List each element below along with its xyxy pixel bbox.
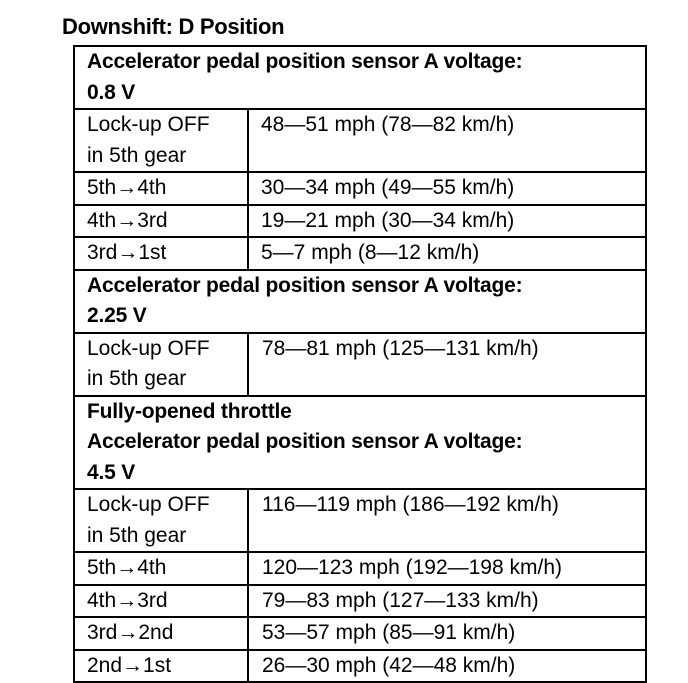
group-header [74, 46, 646, 109]
speed-value: 30—34 mph (49—55 km/h) [248, 172, 646, 205]
table-row [74, 650, 646, 683]
table-row [74, 172, 646, 205]
group-header-line: Accelerator pedal position sensor A voltage: [87, 430, 523, 453]
shift-label-line: Lock-up OFF [87, 113, 210, 136]
shift-label: 4th→3rd [74, 585, 248, 618]
shift-label: 5th→4th [74, 552, 248, 585]
group-header-line: 4.5 V [87, 460, 136, 484]
shift-label-cell [74, 109, 248, 172]
shift-label-line: in 5th gear [87, 143, 187, 167]
group-header-row [74, 396, 646, 490]
speed-value: 120—123 mph (192—198 km/h) [248, 552, 646, 585]
speed-value: 53—57 mph (85—91 km/h) [248, 617, 646, 650]
group-header [74, 270, 646, 333]
table-row [74, 585, 646, 618]
speed-value: 5—7 mph (8—12 km/h) [248, 237, 646, 270]
shift-label: 4th→3rd [74, 205, 248, 238]
shift-label: 5th→4th [74, 172, 248, 205]
table-row [74, 333, 646, 396]
speed-value: 26—30 mph (42—48 km/h) [248, 650, 646, 683]
speed-value: 19—21 mph (30—34 km/h) [248, 205, 646, 238]
page-title: Downshift: D Position [62, 14, 285, 39]
speed-value: 78—81 mph (125—131 km/h) [248, 333, 646, 396]
shift-label-cell [74, 333, 248, 396]
table-row [74, 109, 646, 172]
shift-label-line: Lock-up OFF [87, 336, 210, 360]
shift-speed-table [73, 45, 647, 683]
shift-label: 3rd→1st [74, 237, 248, 270]
group-header-line: Fully-opened throttle [87, 399, 292, 423]
shift-label-line: Lock-up OFF [87, 493, 210, 516]
group-header-line: Accelerator pedal position sensor A voltage: [87, 273, 523, 297]
group-header-row [74, 270, 646, 333]
speed-value: 116—119 mph (186—192 km/h) [248, 489, 646, 552]
group-header-line: 0.8 V [87, 80, 136, 104]
group-header-line: 2.25 V [87, 304, 147, 327]
shift-label: 2nd→1st [74, 650, 248, 683]
group-header [74, 396, 646, 490]
group-header-line: Accelerator pedal position sensor A voltage: [87, 50, 523, 73]
shift-label: 3rd→2nd [74, 617, 248, 650]
shift-label-cell [74, 489, 248, 552]
speed-value: 48—51 mph (78—82 km/h) [248, 109, 646, 172]
table-row [74, 552, 646, 585]
speed-value: 79—83 mph (127—133 km/h) [248, 585, 646, 618]
table-row [74, 489, 646, 552]
table-row [74, 205, 646, 238]
table-row [74, 237, 646, 270]
group-header-row [74, 46, 646, 109]
shift-label-line: in 5th gear [87, 523, 187, 547]
shift-label-line: in 5th gear [87, 367, 187, 390]
table-row [74, 617, 646, 650]
